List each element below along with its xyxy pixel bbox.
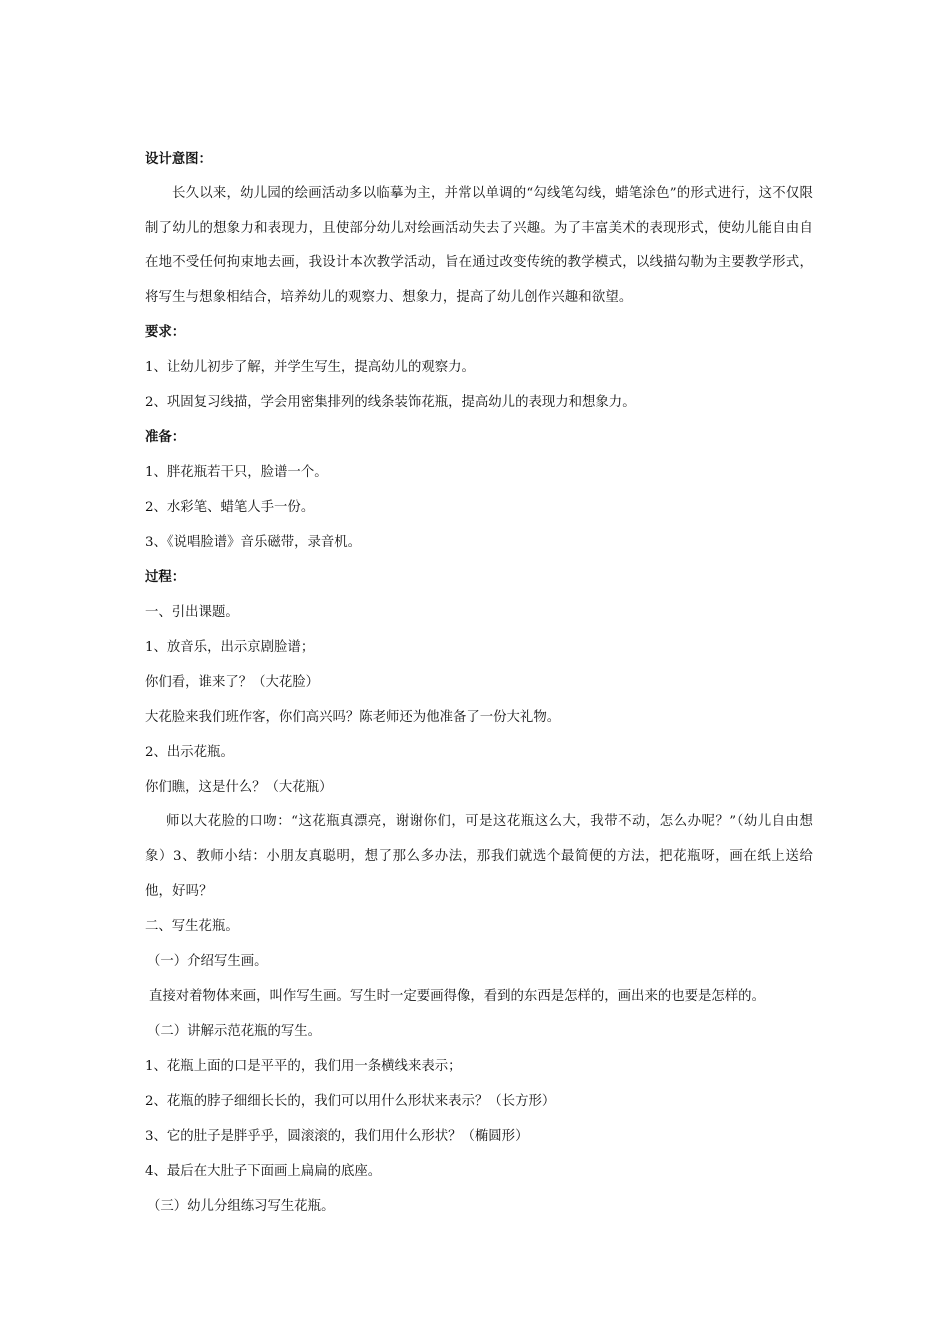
process-part-1-heading: 一、引出课题。 xyxy=(145,605,239,621)
document-page xyxy=(145,142,813,1224)
subsection-2-heading: （二）讲解示范花瓶的写生。 xyxy=(147,1024,322,1040)
subsection-2-item-2: 2、花瓶的脖子细细长长的，我们可以用什么形状来表示？（长方形） xyxy=(145,1094,556,1110)
requirement-item-2: 2、巩固复习线描，学会用密集排列的线条装饰花瓶，提高幼儿的表现力和想象力。 xyxy=(145,395,636,411)
preparation-item-2: 2、水彩笔、蜡笔人手一份。 xyxy=(145,500,315,516)
process-step-1-2: 你们看，谁来了？（大花脸） xyxy=(145,675,320,691)
preparation-item-3: 3、《说唱脸谱》音乐磁带，录音机。 xyxy=(145,535,362,551)
subsection-1-body: 直接对着物体来画，叫作写生画。写生时一定要画得像，看到的东西是怎样的，画出来的也要是怎样的。 xyxy=(149,989,765,1005)
subsection-2-item-1: 1、花瓶上面的口是平平的，我们用一条横线来表示； xyxy=(145,1059,462,1075)
subsection-2-item-4: 4、最后在大肚子下面画上扁扁的底座。 xyxy=(145,1164,382,1180)
process-step-2-2: 你们瞧，这是什么？（大花瓶） xyxy=(145,780,333,796)
subsection-3-heading: （三）幼儿分组练习写生花瓶。 xyxy=(147,1199,335,1215)
process-step-2-paragraph: 师以大花脸的口吻：“这花瓶真漂亮，谢谢你们，可是这花瓶这么大，我带不动，怎么办呢？”（幼儿自由想象）3、教师小结：小朋友真聪明，想了那么多办法，那我们就选个最简便的方法，把花瓶呀，画在纸上送给他，好吗？ xyxy=(145,814,813,899)
subsection-2-item-3: 3、它的肚子是胖乎乎，圆滚滚的，我们用什么形状？（椭圆形） xyxy=(145,1129,529,1145)
process-step-1-3: 大花脸来我们班作客，你们高兴吗？陈老师还为他准备了一份大礼物。 xyxy=(145,710,561,726)
preparation-item-1: 1、胖花瓶若干只，脸谱一个。 xyxy=(145,465,328,481)
process-heading: 过程： xyxy=(145,569,186,586)
process-part-2-heading: 二、写生花瓶。 xyxy=(145,919,239,935)
design-intent-heading: 设计意图： xyxy=(145,151,212,167)
requirement-item-1: 1、让幼儿初步了解，并学生写生，提高幼儿的观察力。 xyxy=(145,360,475,376)
process-step-1-1: 1、放音乐，出示京剧脸谱； xyxy=(145,640,315,656)
requirements-heading: 要求： xyxy=(145,324,186,341)
design-intent-paragraph: 长久以来，幼儿园的绘画活动多以临摹为主，并常以单调的“勾线笔勾线，蜡笔涂色”的形式进行，这不仅限制了幼儿的想象力和表现力，且使部分幼儿对绘画活动失去了兴趣。为了丰富美术的表现形式，使幼儿能自由自在地不受任何拘束地去画，我设计本次教学活动，旨在通过改变传统的教学模式，以线描勾勒为主要教学形式，将写生与想象相结合，培养幼儿的观察力、想象力，提高了幼儿创作兴趣和欲望。 xyxy=(145,186,813,305)
process-step-2-1: 2、出示花瓶。 xyxy=(145,745,234,761)
subsection-1-heading: （一）介绍写生画。 xyxy=(147,954,268,970)
preparation-heading: 准备： xyxy=(145,429,186,446)
